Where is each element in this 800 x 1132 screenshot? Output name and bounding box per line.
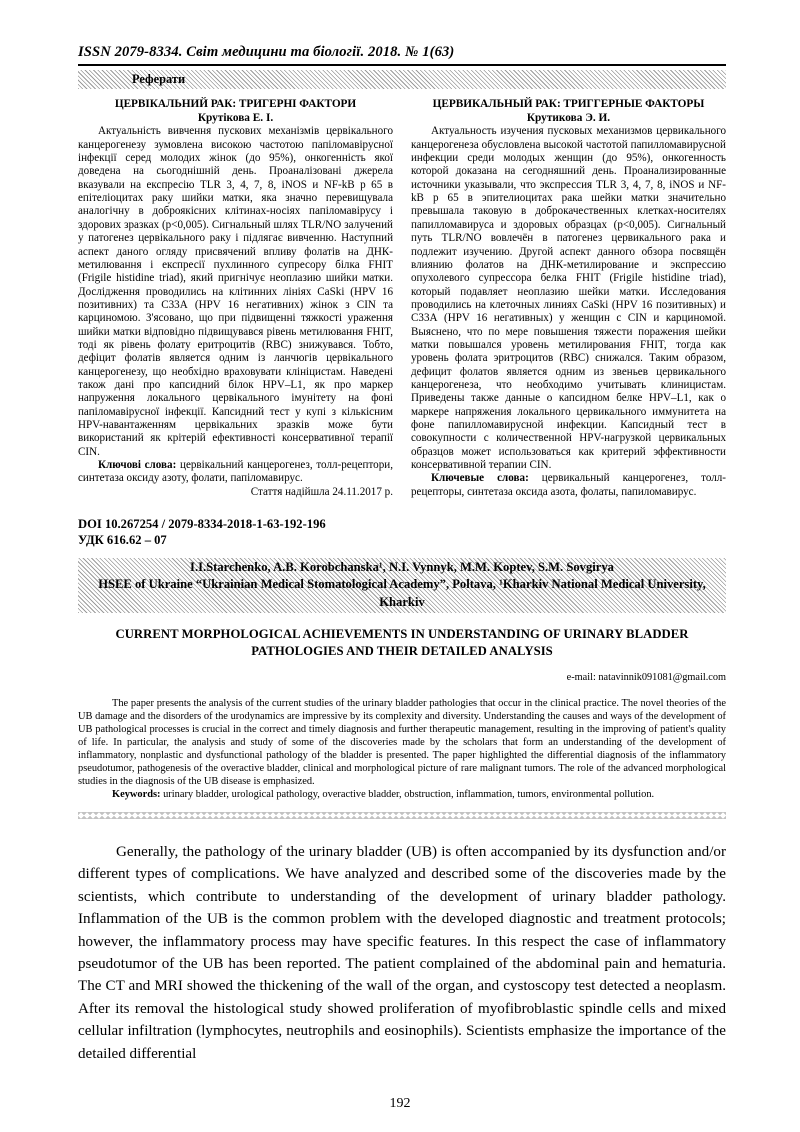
running-head: ISSN 2079-8334. Світ медицини та біології. 2018. № 1(63) [78, 44, 455, 60]
header-rule [78, 64, 726, 66]
article-title: CURRENT MORPHOLOGICAL ACHIEVEMENTS IN UNDERSTANDING OF URINARY BLADDER PATHOLOGIES AND THEIR DETAILED ANALYSIS [115, 626, 689, 658]
abstract-ru-body: Актуальность изучения пусковых механизмов цервикального канцерогенеза обусловлена высокой частотой папилломавирусной инфекции среди молодых женщин (до 95%), онкогенность которой доказана на сегодняшний день. Проанализированные источники указывали, что экспрессия TLR 3, 4, 7, 8, iNOS и NF-kB p 65 в эпителиоцитах рака шейки матки значительно превышала таковую в доброкачественных клетках-носителях папилломавируса и здоровых образцах (p<0,005). Сигнальный путь TLR/NO вовлечён в патогенез цервикального рака и подлежит изучению. Другой аспект данного обзора посвящён влиянию фолатов на ДНК-метилирование и экспрессию опухолевого супрессора белка FHIT (Frigile histidine triad), который подавляет неоплазию шейки матки. Исследования проводились на клеточных линиях CaSki (HPV 16 позитивных) и С33А (HPV 16 негативных) у женщин с CIN и карциномой. Выяснено, что по мере повышения тяжести поражения шейки матки повышался уровень метилирования FHIT, тогда как уровень фолата эритроцитов (RBC) снижался. Таким образом, дефицит фолатов является одним из звеньев цервикального канцерогенеза, что необходимо учитывать клиницистам. Приведены также данные о капсидном белке HPV–L1, как о маркере напряжения локального цервикального иммунитета на фоне папилломавирусной инфекции. Капсидный тест в совокупности с количественной HPV-нагрузкой цервикальных образцов может использоваться как критерий эффективности консервативной терапии CIN. [411, 125, 726, 471]
abstract-ua-keywords-text: цервікальний канцерогенез, толл-рецептори, синтетаза оксиду азоту, фолати, папіломавирус. [78, 459, 393, 485]
zigzag-separator [78, 812, 726, 819]
authors-line: I.I.Starchenko, A.B. Korobchanska¹, N.I. Vynnyk, M.M. Koptev, S.M. Sovgirya [190, 560, 614, 575]
identifier-block [78, 517, 726, 548]
english-keywords [78, 788, 726, 801]
abstract-ua-title: ЦЕРВІКАЛЬНИЙ РАК: ТРИГЕРНІ ФАКТОРИ [114, 98, 357, 110]
abstract-ru-title: ЦЕРВИКАЛЬНЫЙ РАК: ТРИГГЕРНЫЕ ФАКТОРЫ [432, 98, 705, 110]
abstract-ua-received-date: Стаття надійшла 24.11.2017 р. [250, 485, 393, 498]
affiliation-line: HSEE of Ukraine “Ukrainian Medical Stomatological Academy”, Poltava, ¹Kharkiv National Medical University, Kharkiv [98, 577, 706, 609]
section-banner: Реферати [78, 70, 726, 89]
page-number: 192 [389, 1096, 411, 1111]
author-email: e-mail: natavinnik091081@gmail.com [566, 671, 726, 683]
page-content [78, 0, 726, 1080]
abstract-ru-keywords-text: цервикальный канцерогенез, толл-рецепторы, синтетаза оксида азота, фолаты, папиломавирус. [411, 472, 726, 498]
abstract-ru-author: Крутикова Э. И. [526, 112, 611, 125]
english-abstract: The paper presents the analysis of the current studies of the urinary bladder pathologies that occur in the clinical practice. The novel theories of the UB damage and the disorders of the urodynamics are impressive by its complexity and diversity. Understanding the causes and ways of the development of UB pathological processes is crucial in the correct and timely diagnosis and further therapeutic management, resulting in the improving of patient's quality of life. In particular, the analysis and study of some of the discoveries made by the scholars that form an understanding of the development of inflammatory, nonplastic and dysfunctional pathology of the bladder is presented. The paper highlighted the differential diagnosis of the inflammatory pseudotumor, pathogenesis of the overactive bladder, clinical and morphological picture of rare malignant tumors. The role of the advanced morphological studies in the diagnosis of the UB disease is emphasized. [78, 697, 726, 788]
abstract-ru-keywords-label: Ключевые слова: [431, 472, 529, 485]
abstract-ua-keywords-label: Ключові слова: [98, 459, 177, 471]
udc-line: УДК 616.62 – 07 [78, 532, 167, 547]
doi-line: DOI 10.267254 / 2079-8334-2018-1-63-192-196 [78, 517, 326, 532]
english-keywords-label: Keywords: [112, 789, 161, 801]
abstract-columns [78, 98, 726, 499]
abstract-column-ukrainian [78, 98, 393, 499]
body-paragraph: Generally, the pathology of the urinary bladder (UB) is often accompanied by its dysfunction and/or different types of complications. We have analyzed and described some of the discoveries made by the scientists, which contribute to understanding of the development of urinary bladder pathology. Inflammation of the UB is the common problem with the developed diagnostic and treatment protocols; however, the inflammatory process may have specific features. In this respect the case of inflammatory pseudotumor of the UB has been reported. The patient complained of the abdominal pain and hematuria. The CT and MRI showed the thickening of the wall of the organ, and cystoscopy test detected a neoplasm. After its removal the histological study showed proliferation of myofibroblastic spindle cells and mixed cellular infiltration (lymphocytes, neutrophils and eosinophils). Scientists emphasize the importance of the detailed differential [78, 843, 726, 1062]
english-keywords-text: urinary bladder, urological pathology, overactive bladder, obstruction, inflammation, tumors, environmental pollution. [163, 789, 655, 801]
abstract-ua-author: Крутікова Е. І. [197, 112, 274, 125]
abstract-ua-keywords [78, 459, 393, 486]
authors-banner [78, 558, 726, 613]
abstract-ru-keywords [411, 472, 726, 499]
abstract-column-russian [411, 98, 726, 499]
abstract-ua-body: Актуальність вивчення пускових механізмів цервікального канцерогенезу зумовлена високою частотою папіломавірусної інфекції серед молодих жінок (до 95%), онкогенність якої доведена на сьогоднішній день. Проаналізовані джерела вказували на експресію TLR 3, 4, 7, 8, iNOS и NF-kB p 65 в епітеліоцитах раку шийки матки, яка значно перевищувала аналогічну в доброякісних клітинах-носіях папіломавірусу і здорових зразках (p<0,005). Сигнальный шлях TLR/NO залучений у патогенез цервікального раку і підлягає вивченню. Наступний аспект даного огляду присвячений впливу фолатів на ДНК-метилювання і експресії пухлинного супресору білка FHIT (Frigile histidine triad), який пригнічує неоплазию шийки матки. Дослідження проводились на клітинних лініях CaSki (HPV 16 позитивних) та С33А (HPV 16 негативних) жінок з CIN та карциномою. З'ясовано, що при підвищенні тяжкості ураження шийки матки відповідно підвищувався рівень метилювання FHIT, тоді як рівень фолату еритроцитів (RBC) знижувався. Тобто, дефіцит фолатів является одним із ланчюгів цервікального канцерогенезу, що необхідно враховувати клініцистам. Наведені також дані про капсидний білок HPV–L1, як про маркер напруження локального цервікального імунітету на фоні папіломавірусної інфекції. Капсидний тест у купі з кількісним HPV-навантаженням цервікальних зразків може бути використаний як крітерій ефективності консервативної терапії CIN. [78, 125, 393, 458]
